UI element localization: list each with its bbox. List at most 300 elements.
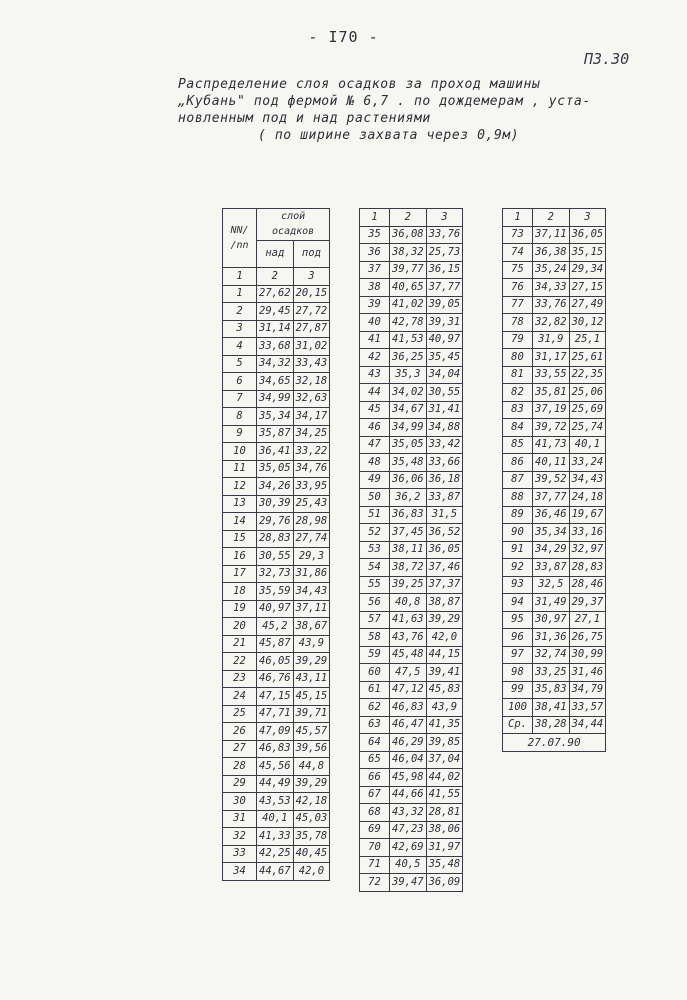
- under-value: 34,43: [293, 583, 330, 601]
- over-value: 39,52: [533, 471, 570, 489]
- under-value: 39,29: [293, 653, 330, 671]
- under-value: 29,3: [293, 548, 330, 566]
- over-value: 35,48: [390, 454, 427, 472]
- row-number: 90: [503, 524, 533, 542]
- over-value: 34,65: [257, 373, 294, 391]
- over-value: 31,14: [257, 320, 294, 338]
- table-row: [223, 653, 330, 671]
- table-row: [223, 670, 330, 688]
- over-value: 40,11: [533, 454, 570, 472]
- row-number: 44: [360, 384, 390, 402]
- row-number: 16: [223, 548, 257, 566]
- under-value: 34,76: [293, 460, 330, 478]
- under-value: 25,06: [569, 384, 606, 402]
- under-value: 41,55: [426, 786, 463, 804]
- over-value: 35,59: [257, 583, 294, 601]
- row-number: 86: [503, 454, 533, 472]
- row-number: 58: [360, 629, 390, 647]
- over-value: 36,41: [257, 443, 294, 461]
- over-value: 41,53: [390, 331, 427, 349]
- under-value: 32,97: [569, 541, 606, 559]
- row-number: 96: [503, 629, 533, 647]
- row-number: 24: [223, 688, 257, 706]
- table-row: [360, 821, 463, 839]
- table-row: [503, 384, 606, 402]
- table-row: [223, 828, 330, 846]
- row-number: 43: [360, 366, 390, 384]
- table-row: [360, 524, 463, 542]
- over-value: 41,02: [390, 296, 427, 314]
- table-row: [503, 471, 606, 489]
- row-number: 8: [223, 408, 257, 426]
- table-row: [360, 786, 463, 804]
- under-value: 29,34: [569, 261, 606, 279]
- over-value: 45,87: [257, 635, 294, 653]
- row-number: 60: [360, 664, 390, 682]
- date-row: [503, 734, 606, 752]
- rainfall-table-2: [359, 208, 463, 892]
- over-value: 45,2: [257, 618, 294, 636]
- row-number: 79: [503, 331, 533, 349]
- row-number: 47: [360, 436, 390, 454]
- over-value: 27,62: [257, 285, 294, 303]
- row-number: 3: [223, 320, 257, 338]
- over-value: 32,74: [533, 646, 570, 664]
- over-value: 39,25: [390, 576, 427, 594]
- over-value: 33,87: [533, 559, 570, 577]
- under-value: 27,1: [569, 611, 606, 629]
- over-value: 30,39: [257, 495, 294, 513]
- row-number: 54: [360, 559, 390, 577]
- table-row: [360, 769, 463, 787]
- over-value: 31,9: [533, 331, 570, 349]
- row-number: 69: [360, 821, 390, 839]
- table-row: [503, 436, 606, 454]
- over-value: 36,08: [390, 226, 427, 244]
- under-value: 34,79: [569, 681, 606, 699]
- header-over: над: [257, 240, 294, 267]
- row-number: 56: [360, 594, 390, 612]
- table-row: [360, 244, 463, 262]
- table-row: [223, 845, 330, 863]
- table-row: [360, 681, 463, 699]
- row-number: 25: [223, 705, 257, 723]
- under-value: 22,35: [569, 366, 606, 384]
- under-value: 35,48: [426, 856, 463, 874]
- row-number: 26: [223, 723, 257, 741]
- under-value: 38,67: [293, 618, 330, 636]
- over-value: 39,47: [390, 874, 427, 892]
- header-under: под: [293, 240, 330, 267]
- under-value: 25,73: [426, 244, 463, 262]
- under-value: 33,22: [293, 443, 330, 461]
- over-value: 34,26: [257, 478, 294, 496]
- title-line-4: ( по ширине захвата через 0,9м): [258, 128, 520, 143]
- title-line-1: Распределение слоя осадков за проход машины: [178, 77, 541, 92]
- table-row: [223, 495, 330, 513]
- over-value: 31,49: [533, 594, 570, 612]
- table-row: [223, 810, 330, 828]
- row-number: 9: [223, 425, 257, 443]
- over-value: 47,5: [390, 664, 427, 682]
- table-row: [503, 576, 606, 594]
- table-row: [360, 734, 463, 752]
- row-number: 41: [360, 331, 390, 349]
- under-value: 45,57: [293, 723, 330, 741]
- under-value: 33,76: [426, 226, 463, 244]
- over-value: 43,32: [390, 804, 427, 822]
- under-value: 31,41: [426, 401, 463, 419]
- over-value: 30,55: [257, 548, 294, 566]
- row-number: 5: [223, 355, 257, 373]
- table-row: [223, 425, 330, 443]
- row-number: 51: [360, 506, 390, 524]
- over-value: 32,73: [257, 565, 294, 583]
- over-value: 28,83: [257, 530, 294, 548]
- table-row: [360, 804, 463, 822]
- under-value: 27,15: [569, 279, 606, 297]
- average-under: 34,44: [569, 716, 606, 734]
- under-value: 33,95: [293, 478, 330, 496]
- under-value: 40,97: [426, 331, 463, 349]
- over-value: 44,49: [257, 775, 294, 793]
- table-row: [223, 338, 330, 356]
- table-row: [223, 775, 330, 793]
- row-number: 18: [223, 583, 257, 601]
- table-row: [503, 366, 606, 384]
- header-row-number: NN/ /nn: [223, 209, 257, 268]
- table-row: [360, 419, 463, 437]
- over-value: 35,81: [533, 384, 570, 402]
- table-row: [503, 489, 606, 507]
- row-number: 39: [360, 296, 390, 314]
- over-value: 35,05: [390, 436, 427, 454]
- under-value: 24,18: [569, 489, 606, 507]
- row-number: 74: [503, 244, 533, 262]
- row-number: 1: [223, 285, 257, 303]
- row-number: 91: [503, 541, 533, 559]
- row-number: 33: [223, 845, 257, 863]
- table-row: [223, 635, 330, 653]
- table-row: [360, 401, 463, 419]
- table-row: [223, 355, 330, 373]
- under-value: 28,46: [569, 576, 606, 594]
- over-value: 45,56: [257, 758, 294, 776]
- table-row: [223, 303, 330, 321]
- over-value: 30,97: [533, 611, 570, 629]
- col-number-3: 3: [426, 209, 463, 227]
- under-value: 36,09: [426, 874, 463, 892]
- under-value: 45,03: [293, 810, 330, 828]
- over-value: 38,72: [390, 559, 427, 577]
- row-number: 76: [503, 279, 533, 297]
- row-number: 42: [360, 349, 390, 367]
- under-value: 31,86: [293, 565, 330, 583]
- under-value: 29,37: [569, 594, 606, 612]
- under-value: 34,88: [426, 419, 463, 437]
- table-row: [223, 863, 330, 881]
- under-value: 27,87: [293, 320, 330, 338]
- under-value: 37,11: [293, 600, 330, 618]
- row-number: 21: [223, 635, 257, 653]
- row-number: 34: [223, 863, 257, 881]
- table-row: [503, 261, 606, 279]
- table-row: [223, 373, 330, 391]
- table-row: [503, 279, 606, 297]
- over-value: 41,73: [533, 436, 570, 454]
- table-row: [223, 600, 330, 618]
- over-value: 42,69: [390, 839, 427, 857]
- table-row: [360, 699, 463, 717]
- under-value: 44,8: [293, 758, 330, 776]
- table-row: [223, 460, 330, 478]
- table-row: [503, 296, 606, 314]
- table-row: [223, 285, 330, 303]
- table-row: [360, 629, 463, 647]
- over-value: 38,41: [533, 699, 570, 717]
- under-value: 25,1: [569, 331, 606, 349]
- under-value: 28,98: [293, 513, 330, 531]
- over-value: 36,25: [390, 349, 427, 367]
- table-row: [223, 758, 330, 776]
- table-row: [360, 576, 463, 594]
- over-value: 33,76: [533, 296, 570, 314]
- table-row: [223, 565, 330, 583]
- under-value: 36,15: [426, 261, 463, 279]
- table-row: [503, 524, 606, 542]
- under-value: 35,78: [293, 828, 330, 846]
- row-number: 23: [223, 670, 257, 688]
- table-row: [503, 226, 606, 244]
- under-value: 33,43: [293, 355, 330, 373]
- under-value: 20,15: [293, 285, 330, 303]
- col-number-1: 1: [360, 209, 390, 227]
- under-value: 25,43: [293, 495, 330, 513]
- row-number: 70: [360, 839, 390, 857]
- over-value: 37,19: [533, 401, 570, 419]
- table-row: [360, 366, 463, 384]
- under-value: 31,97: [426, 839, 463, 857]
- over-value: 35,34: [257, 408, 294, 426]
- table-row: [503, 646, 606, 664]
- table-row: [503, 664, 606, 682]
- page-stamp: П3.30: [584, 50, 630, 68]
- row-number: 22: [223, 653, 257, 671]
- table-row: [503, 419, 606, 437]
- row-number: 67: [360, 786, 390, 804]
- under-value: 42,18: [293, 793, 330, 811]
- table-row: [360, 839, 463, 857]
- over-value: 36,2: [390, 489, 427, 507]
- under-value: 44,15: [426, 646, 463, 664]
- under-value: 37,46: [426, 559, 463, 577]
- over-value: 37,11: [533, 226, 570, 244]
- under-value: 39,41: [426, 664, 463, 682]
- over-value: 34,33: [533, 279, 570, 297]
- table-row: [360, 226, 463, 244]
- row-number: 35: [360, 226, 390, 244]
- under-value: 33,16: [569, 524, 606, 542]
- under-value: 44,02: [426, 769, 463, 787]
- under-value: 43,9: [293, 635, 330, 653]
- over-value: 35,87: [257, 425, 294, 443]
- over-value: 46,83: [390, 699, 427, 717]
- under-value: 31,5: [426, 506, 463, 524]
- col-number-3: 3: [569, 209, 606, 227]
- table-row: [360, 384, 463, 402]
- under-value: 34,43: [569, 471, 606, 489]
- under-value: 39,29: [293, 775, 330, 793]
- under-value: 37,04: [426, 751, 463, 769]
- over-value: 32,82: [533, 314, 570, 332]
- under-value: 34,04: [426, 366, 463, 384]
- under-value: 25,69: [569, 401, 606, 419]
- table-row: [360, 454, 463, 472]
- row-number: 61: [360, 681, 390, 699]
- row-number: 10: [223, 443, 257, 461]
- over-value: 32,5: [533, 576, 570, 594]
- row-number: 59: [360, 646, 390, 664]
- row-number: 17: [223, 565, 257, 583]
- col-number-1: 1: [223, 268, 257, 286]
- under-value: 28,81: [426, 804, 463, 822]
- under-value: 33,57: [569, 699, 606, 717]
- table-row: [223, 390, 330, 408]
- under-value: 43,9: [426, 699, 463, 717]
- table-row: [503, 681, 606, 699]
- row-number: 7: [223, 390, 257, 408]
- under-value: 30,99: [569, 646, 606, 664]
- over-value: 35,3: [390, 366, 427, 384]
- page-number: - I70 -: [308, 28, 379, 46]
- over-value: 45,98: [390, 769, 427, 787]
- col-number-2: 2: [390, 209, 427, 227]
- table-row: [360, 279, 463, 297]
- under-value: 37,77: [426, 279, 463, 297]
- table-row: [360, 664, 463, 682]
- row-number: 28: [223, 758, 257, 776]
- under-value: 40,45: [293, 845, 330, 863]
- over-value: 34,99: [257, 390, 294, 408]
- table-row: [503, 401, 606, 419]
- table-row: [360, 296, 463, 314]
- col-number-1: 1: [503, 209, 533, 227]
- under-value: 42,0: [293, 863, 330, 881]
- over-value: 35,83: [533, 681, 570, 699]
- under-value: 36,52: [426, 524, 463, 542]
- under-value: 38,06: [426, 821, 463, 839]
- table-row: [223, 478, 330, 496]
- under-value: 41,35: [426, 716, 463, 734]
- row-number: 27: [223, 740, 257, 758]
- over-value: 35,34: [533, 524, 570, 542]
- row-number: 4: [223, 338, 257, 356]
- over-value: 47,23: [390, 821, 427, 839]
- table-row: [503, 699, 606, 717]
- row-number: 98: [503, 664, 533, 682]
- under-value: 25,74: [569, 419, 606, 437]
- row-number: 15: [223, 530, 257, 548]
- under-value: 39,71: [293, 705, 330, 723]
- row-number: 49: [360, 471, 390, 489]
- table-row: [503, 594, 606, 612]
- under-value: 39,29: [426, 611, 463, 629]
- over-value: 46,83: [257, 740, 294, 758]
- row-number: 80: [503, 349, 533, 367]
- over-value: 44,66: [390, 786, 427, 804]
- row-number: 93: [503, 576, 533, 594]
- under-value: 27,49: [569, 296, 606, 314]
- over-value: 34,67: [390, 401, 427, 419]
- over-value: 46,04: [390, 751, 427, 769]
- over-value: 38,32: [390, 244, 427, 262]
- row-number: 38: [360, 279, 390, 297]
- table-row: [360, 506, 463, 524]
- over-value: 42,25: [257, 845, 294, 863]
- under-value: 19,67: [569, 506, 606, 524]
- over-value: 34,99: [390, 419, 427, 437]
- over-value: 43,76: [390, 629, 427, 647]
- table-row: [360, 314, 463, 332]
- under-value: 31,46: [569, 664, 606, 682]
- over-value: 43,53: [257, 793, 294, 811]
- under-value: 31,02: [293, 338, 330, 356]
- date-cell: 27.07.90: [503, 734, 606, 752]
- row-number: 94: [503, 594, 533, 612]
- row-number: 2: [223, 303, 257, 321]
- col-number-3: 3: [293, 268, 330, 286]
- over-value: 41,33: [257, 828, 294, 846]
- row-number: 88: [503, 489, 533, 507]
- row-number: 99: [503, 681, 533, 699]
- table-row: [223, 443, 330, 461]
- over-value: 34,02: [390, 384, 427, 402]
- row-number: 89: [503, 506, 533, 524]
- document-title: [178, 76, 618, 144]
- over-value: 36,46: [533, 506, 570, 524]
- table-row: [360, 611, 463, 629]
- row-number: 97: [503, 646, 533, 664]
- row-number: 14: [223, 513, 257, 531]
- over-value: 39,77: [390, 261, 427, 279]
- row-number: 13: [223, 495, 257, 513]
- row-number: 19: [223, 600, 257, 618]
- over-value: 36,06: [390, 471, 427, 489]
- under-value: 43,11: [293, 670, 330, 688]
- table-row: [503, 506, 606, 524]
- over-value: 44,67: [257, 863, 294, 881]
- under-value: 37,37: [426, 576, 463, 594]
- row-number: 77: [503, 296, 533, 314]
- table-row: [503, 541, 606, 559]
- table-row: [503, 331, 606, 349]
- over-value: 31,36: [533, 629, 570, 647]
- row-number: 83: [503, 401, 533, 419]
- over-value: 45,48: [390, 646, 427, 664]
- under-value: 39,56: [293, 740, 330, 758]
- row-number: 75: [503, 261, 533, 279]
- over-value: 31,17: [533, 349, 570, 367]
- rainfall-table-3: [502, 208, 606, 752]
- table-row: [360, 471, 463, 489]
- over-value: 40,8: [390, 594, 427, 612]
- row-number: 81: [503, 366, 533, 384]
- over-value: 36,83: [390, 506, 427, 524]
- row-number: 11: [223, 460, 257, 478]
- row-number: 6: [223, 373, 257, 391]
- row-number: 71: [360, 856, 390, 874]
- table-row: [503, 244, 606, 262]
